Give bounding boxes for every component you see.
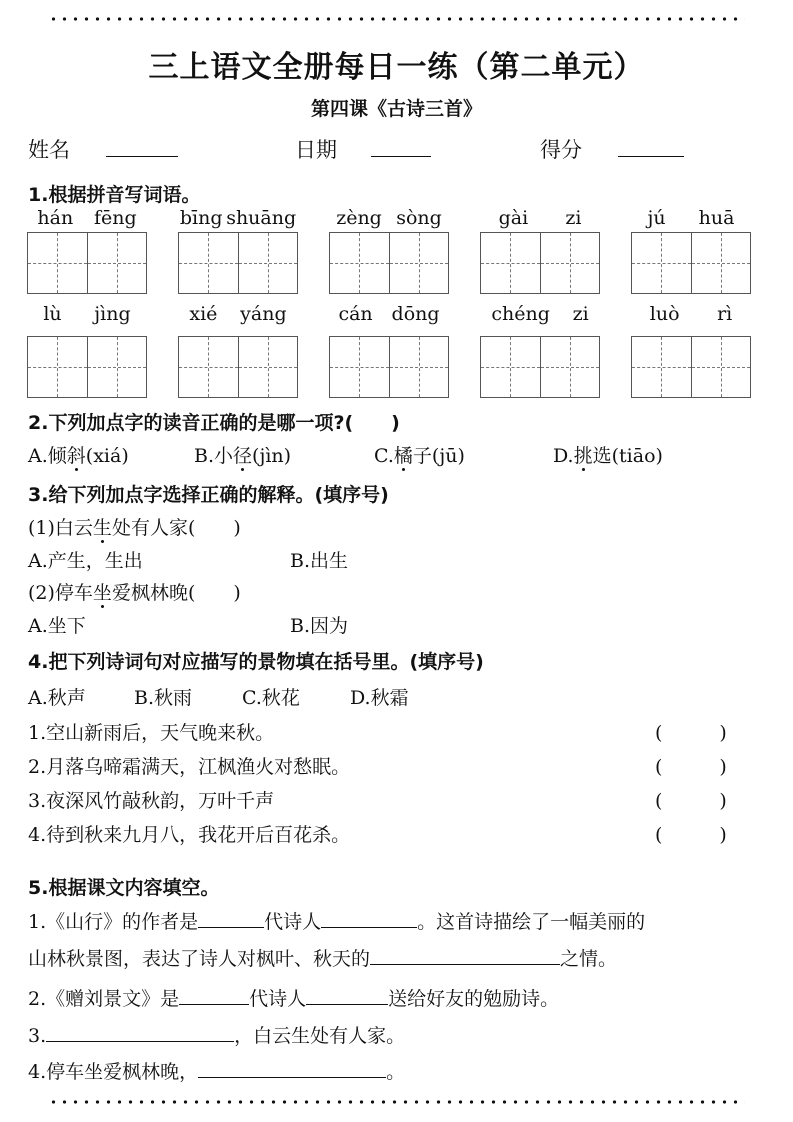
q1-heading: 1.根据拼音写词语。 <box>28 184 201 206</box>
answer-parentheses[interactable]: ( ) <box>655 756 727 778</box>
pinyin-syllable: jìng <box>94 303 131 325</box>
writing-grid-box[interactable] <box>178 232 298 294</box>
answer-blank[interactable] <box>306 1004 388 1005</box>
pinyin-syllable: jú <box>647 207 666 229</box>
writing-grid-box[interactable] <box>480 232 600 294</box>
answer-blank[interactable] <box>179 1004 249 1005</box>
pinyin-label <box>480 303 600 325</box>
pinyin-syllable: luò <box>649 303 680 325</box>
pinyin-syllable: zi <box>565 207 582 229</box>
date-label: 日期 <box>295 138 337 162</box>
pinyin-syllable: shuāng <box>226 207 297 229</box>
q4-line: 4.待到秋来九月八，我花开后百花杀。 <box>28 824 351 846</box>
q4-line: 3.夜深风竹敲秋韵，万叶千声 <box>28 790 275 812</box>
q4-line: 1.空山新雨后，天气晚来秋。 <box>28 722 275 744</box>
pinyin-syllable: huā <box>698 207 735 229</box>
score-field[interactable] <box>540 134 684 164</box>
pinyin-syllable: fēng <box>93 207 137 229</box>
q3-item-2-option-a: A.坐下 <box>28 615 86 637</box>
q3-heading: 3.给下列加点字选择正确的解释。(填序号) <box>28 484 389 506</box>
top-dotted-border <box>48 17 745 21</box>
pinyin-label <box>631 207 751 229</box>
answer-blank[interactable] <box>370 964 560 965</box>
pinyin-syllable: lù <box>43 303 62 325</box>
pinyin-syllable: dōng <box>391 303 440 325</box>
q2-option-b: B.小径(jìn) <box>194 445 292 467</box>
pinyin-syllable: cán <box>338 303 373 325</box>
lesson-subtitle: 第四课《古诗三首》 <box>310 98 482 120</box>
q3-item-2: (2)停车坐爱枫林晚( ) <box>28 582 241 604</box>
writing-grid-box[interactable] <box>480 336 600 398</box>
pinyin-label <box>329 207 449 229</box>
q5-line-2: 山林秋景图，表达了诗人对枫叶、秋天的 之情。 <box>28 948 618 970</box>
page-title: 三上语文全册每日一练（第二单元） <box>148 50 645 85</box>
pinyin-syllable: chéng <box>491 303 550 325</box>
pinyin-label <box>480 207 600 229</box>
q3-item-2-option-b: B.因为 <box>290 615 349 637</box>
q2-option-d: D.挑选(tiāo) <box>553 445 663 467</box>
q4-line: 2.月落乌啼霜满天，江枫渔火对愁眠。 <box>28 756 351 778</box>
q5-line-5: 4.停车坐爱枫林晚， 。 <box>28 1061 406 1083</box>
q4-option-b: B.秋雨 <box>134 687 193 709</box>
name-label: 姓名 <box>28 138 70 162</box>
answer-parentheses[interactable]: ( ) <box>655 824 727 846</box>
answer-blank[interactable] <box>46 1041 234 1042</box>
writing-grid-box[interactable] <box>329 336 449 398</box>
q2-heading: 2.下列加点字的读音正确的是哪一项?( ) <box>28 412 400 434</box>
score-label: 得分 <box>540 138 582 162</box>
pinyin-syllable: yáng <box>240 303 287 325</box>
q5-line-1: 1.《山行》的作者是 代诗人 。这首诗描绘了一幅美丽的 <box>28 911 646 933</box>
answer-blank[interactable] <box>198 1077 386 1078</box>
pinyin-label <box>27 207 147 229</box>
name-field[interactable] <box>28 134 178 164</box>
pinyin-syllable: zi <box>572 303 589 325</box>
q4-heading: 4.把下列诗词句对应描写的景物填在括号里。(填序号) <box>28 651 484 673</box>
pinyin-syllable: gài <box>498 207 529 229</box>
date-field[interactable] <box>295 134 431 164</box>
pinyin-syllable: xié <box>189 303 218 325</box>
bottom-dotted-border <box>48 1100 745 1104</box>
q4-option-a: A.秋声 <box>28 687 86 709</box>
pinyin-label <box>329 303 449 325</box>
writing-grid-box[interactable] <box>178 336 298 398</box>
pinyin-label <box>178 207 298 229</box>
pinyin-label <box>631 303 751 325</box>
pinyin-label <box>178 303 298 325</box>
writing-grid-box[interactable] <box>631 232 751 294</box>
q3-item-1-option-b: B.出生 <box>290 550 349 572</box>
answer-blank[interactable] <box>198 927 264 928</box>
q3-item-1: (1)白云生处有人家( ) <box>28 517 241 539</box>
pinyin-syllable: hán <box>37 207 74 229</box>
answer-parentheses[interactable]: ( ) <box>655 722 727 744</box>
q5-heading: 5.根据课文内容填空。 <box>28 877 220 899</box>
answer-parentheses[interactable]: ( ) <box>655 790 727 812</box>
answer-blank[interactable] <box>321 927 417 928</box>
writing-grid-box[interactable] <box>27 336 147 398</box>
writing-grid-box[interactable] <box>631 336 751 398</box>
writing-grid-box[interactable] <box>329 232 449 294</box>
q5-line-3: 2.《赠刘景文》是 代诗人 送给好友的勉励诗。 <box>28 988 560 1010</box>
q2-option-a: A.倾斜(xiá) <box>28 445 129 467</box>
q4-option-c: C.秋花 <box>242 687 300 709</box>
q3-item-1-option-a: A.产生，生出 <box>28 550 143 572</box>
pinyin-syllable: sòng <box>396 207 442 229</box>
q4-option-d: D.秋霜 <box>350 687 409 709</box>
pinyin-syllable: bīng <box>179 207 223 229</box>
q2-option-c: C.橘子(jū) <box>374 445 465 467</box>
q5-line-4: 3. ，白云生处有人家。 <box>28 1025 406 1047</box>
pinyin-syllable: rì <box>717 303 733 325</box>
writing-grid-box[interactable] <box>27 232 147 294</box>
pinyin-syllable: zèng <box>336 207 382 229</box>
pinyin-label <box>27 303 147 325</box>
